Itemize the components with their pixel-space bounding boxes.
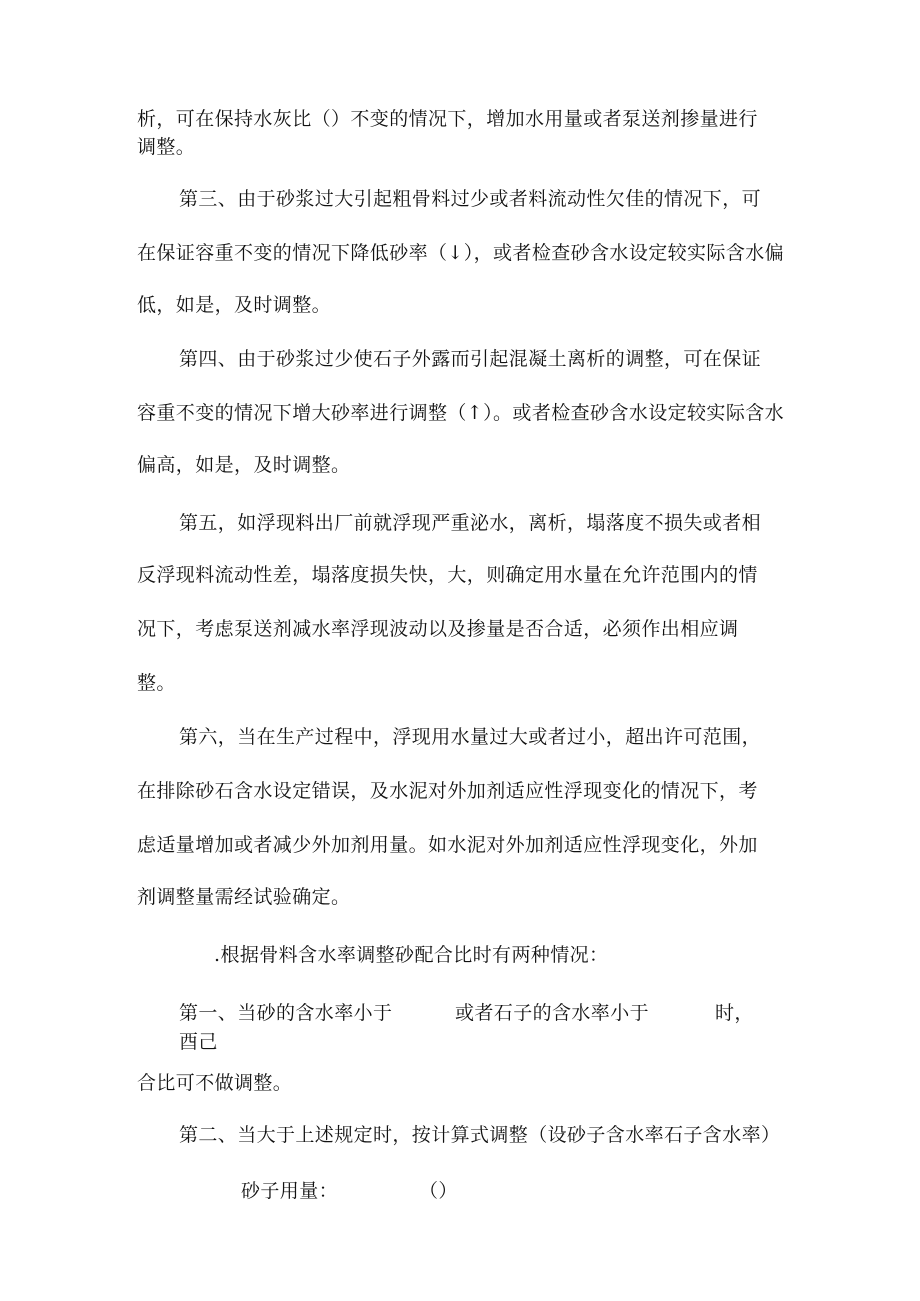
text-line: 第一、当砂的含水率小于 xyxy=(179,1002,393,1024)
text-line: 整。 xyxy=(137,672,176,694)
text-line: 在排除砂石含水设定错误，及水泥对外加剂适应性浮现变化的情况下，考 xyxy=(137,780,758,802)
text-line: 第三、由于砂浆过大引起粗骨料过少或者料流动性欠佳的情况下，可 xyxy=(179,188,762,210)
text-line: 或者石子的含水率小于 xyxy=(455,1002,650,1024)
text-line: 第六，当在生产过程中，浮现用水量过大或者过小，超出许可范围， xyxy=(179,726,762,748)
text-line: 况下，考虑泵送剂减水率浮现波动以及掺量是否合适，必须作出相应调 xyxy=(137,618,739,640)
text-line: 调整。 xyxy=(137,136,196,158)
text-line: 第二、当大于上述规定时，按计算式调整（设砂子含水率石子含水率） xyxy=(179,1124,781,1146)
text-line: 时， xyxy=(715,1002,754,1024)
text-line: 合比可不做调整。 xyxy=(137,1072,293,1094)
text-line: （） xyxy=(419,1180,458,1202)
text-line: 反浮现料流动性差，塌落度损失快，大，则确定用水量在允许范围内的情 xyxy=(137,564,758,586)
text-line: 在保证容重不变的情况下降低砂率（↓），或者检查砂含水设定较实际含水偏 xyxy=(137,242,785,264)
section-heading: .根据骨料含水率调整砂配合比时有两种情况： xyxy=(214,944,609,966)
text-line: 析，可在保持水灰比（）不变的情况下，增加水用量或者泵送剂掺量进行 xyxy=(137,108,758,130)
text-line: 砂子用量： xyxy=(241,1180,339,1202)
text-line: 虑适量增加或者减少外加剂用量。如水泥对外加剂适应性浮现变化，外加 xyxy=(137,834,758,856)
text-line: 剂调整量需经试验确定。 xyxy=(137,886,351,908)
text-line: 低，如是，及时调整。 xyxy=(137,294,332,316)
text-line: 容重不变的情况下增大砂率进行调整（↑）。或者检查砂含水设定较实际含水 xyxy=(137,402,785,424)
text-line: 第四、由于砂浆过少使石子外露而引起混凝土离析的调整，可在保证 xyxy=(179,348,762,370)
text-line: 酉己 xyxy=(179,1031,218,1053)
text-line: 偏高，如是，及时调整。 xyxy=(137,454,351,476)
text-line: 第五，如浮现料出厂前就浮现严重泌水，离析，塌落度不损失或者相 xyxy=(179,512,762,534)
